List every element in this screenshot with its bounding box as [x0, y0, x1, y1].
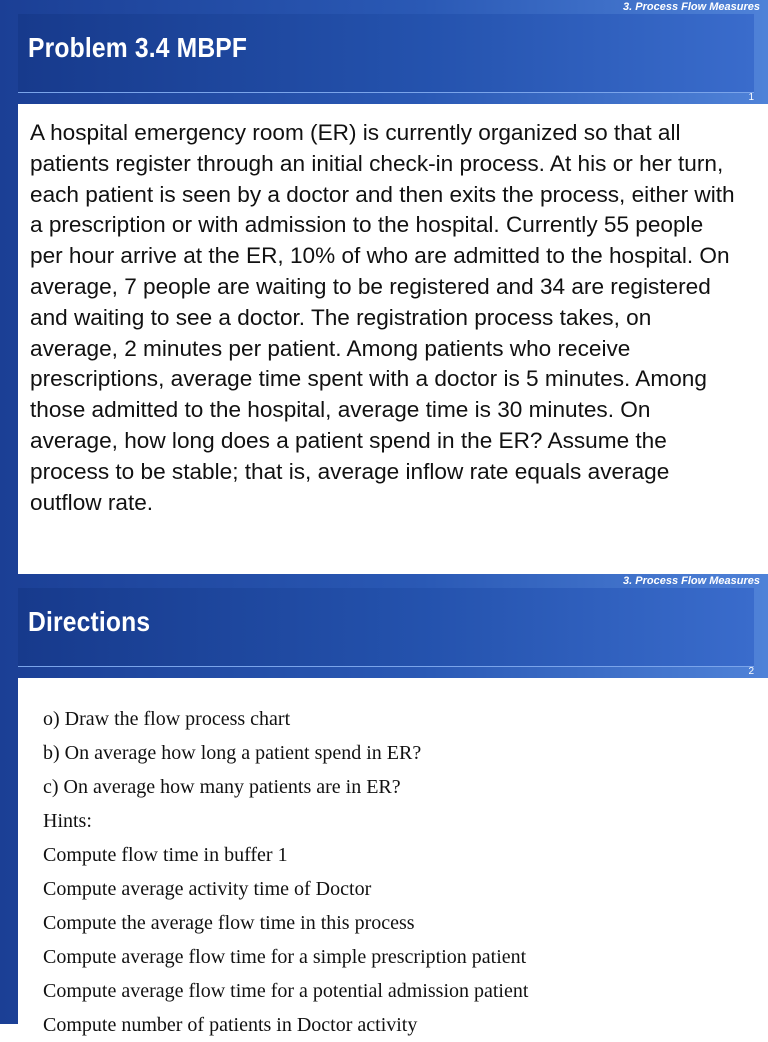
slide-2	[0, 574, 768, 1036]
hint-item: Compute average flow time for a simple prescription patient	[43, 946, 527, 968]
hints-heading: Hints:	[43, 810, 92, 832]
slide-1-section-label: 3. Process Flow Measures	[623, 1, 760, 13]
slide-2-title: Directions	[28, 606, 151, 637]
slide-1-header	[18, 14, 754, 93]
slide-1-number: 1	[748, 92, 754, 103]
problem-statement: A hospital emergency room (ER) is currently organized so that all patients register through an initial check-in process. At his or her turn, each patient is seen by a doctor and then exits the process, either with a prescription or with admission to the hospital. Currently 55 people per hour arrive at the ER, 10% of who are admitted to the hospital. On average, 7 people are waiting to be registered and 34 are registered and waiting to see a doctor. The registration process takes, on average, 2 minutes per patient. Among patients who receive prescriptions, average time spent with a doctor is 5 minutes. Among those admitted to the hospital, average time is 30 minutes. On average, how long does a patient spend in the ER? Assume the process to be stable; that is, average inflow rate equals average outflow rate.	[30, 120, 735, 515]
hint-item: Compute the average flow time in this process	[43, 912, 415, 934]
hint-item: Compute average activity time of Doctor	[43, 878, 372, 900]
slide-1-content	[18, 104, 768, 574]
slide-2-number: 2	[748, 666, 754, 677]
slide-2-content	[18, 678, 768, 1036]
slide-2-section-label: 3. Process Flow Measures	[623, 575, 760, 587]
hint-item: Compute average flow time for a potential admission patient	[43, 980, 529, 1002]
hint-item: Compute number of patients in Doctor activity	[43, 1014, 418, 1036]
slide-2-header	[18, 588, 754, 667]
direction-item: o) Draw the flow process chart	[43, 708, 291, 730]
directions-list	[43, 702, 528, 1042]
direction-item: b) On average how long a patient spend in ER?	[43, 742, 422, 764]
slide-1-title: Problem 3.4 MBPF	[28, 32, 248, 63]
hint-item: Compute flow time in buffer 1	[43, 844, 288, 866]
direction-item: c) On average how many patients are in ER?	[43, 776, 401, 798]
